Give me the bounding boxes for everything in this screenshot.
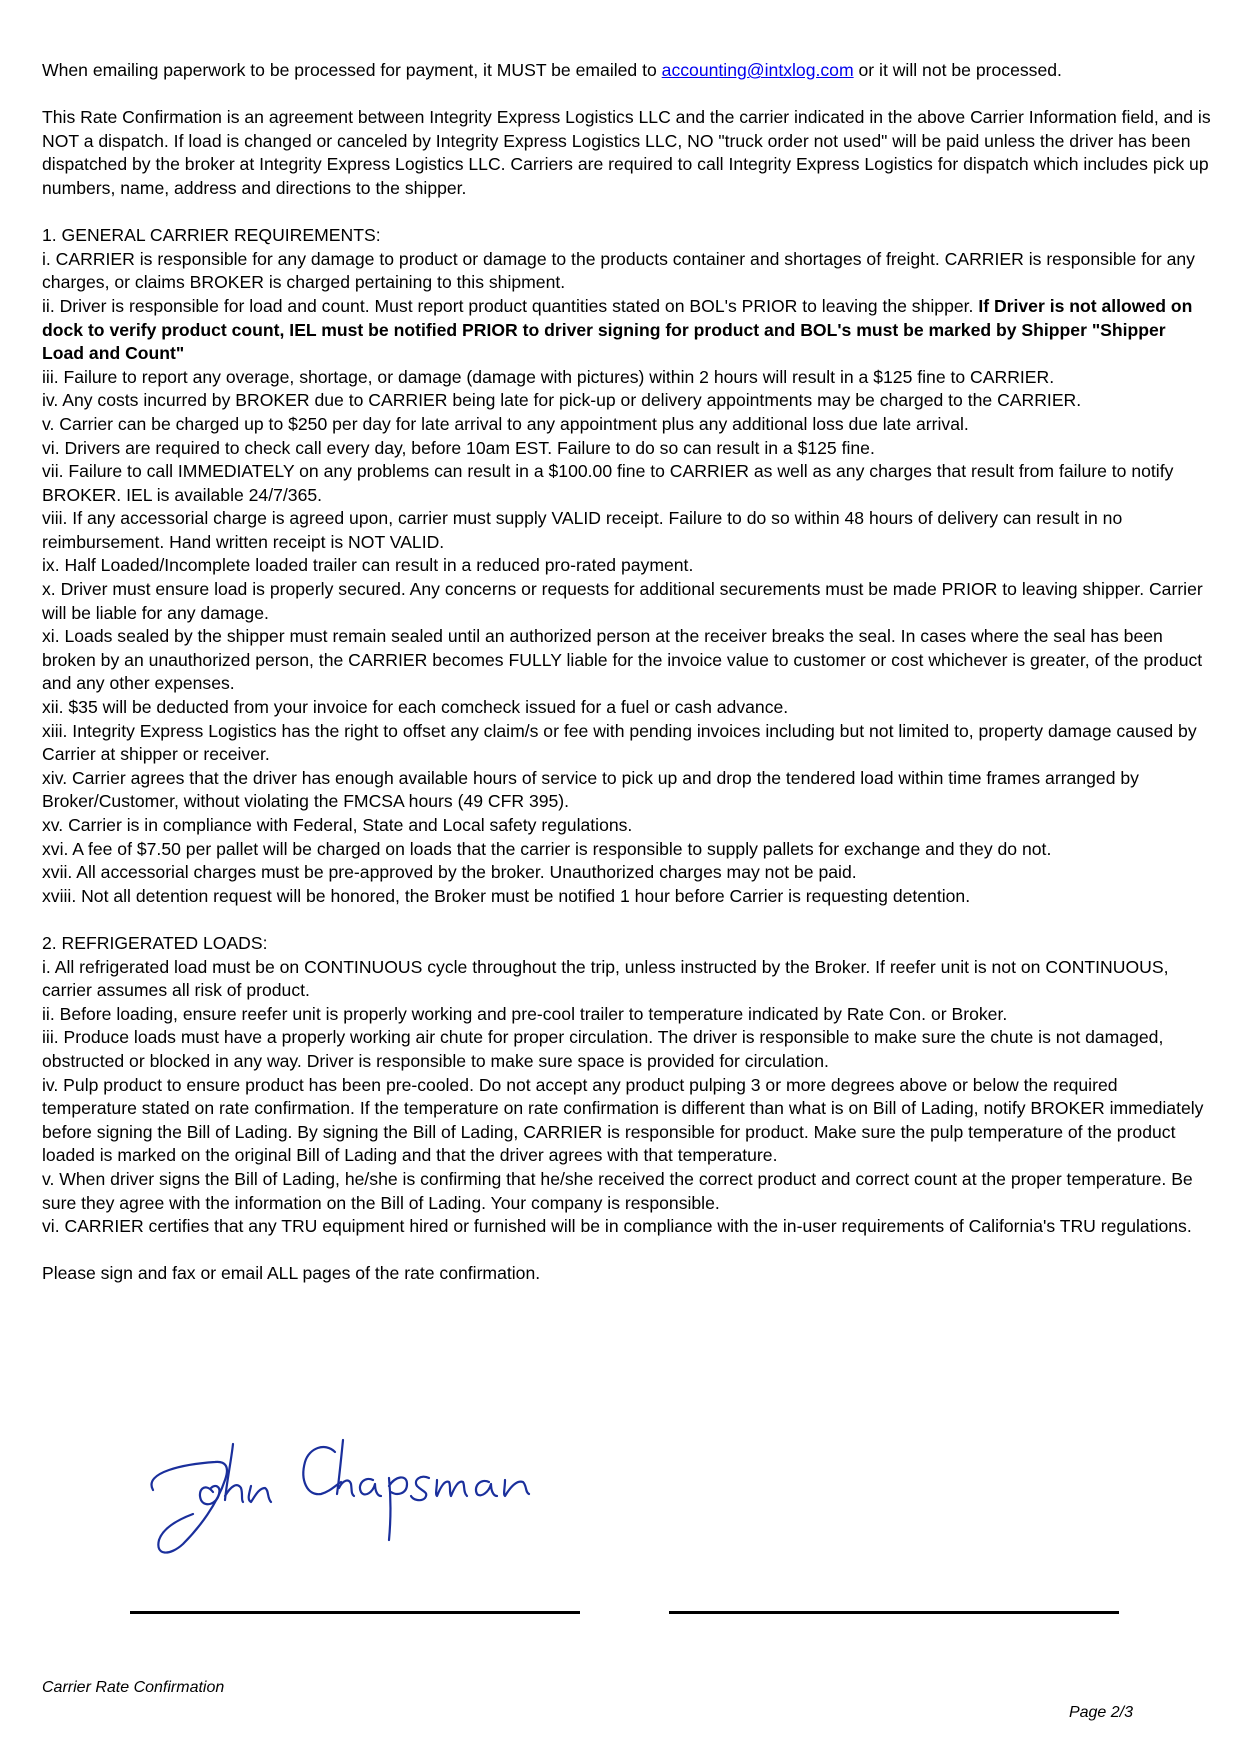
terms-body [42,59,1212,1286]
footer-title: Carrier Rate Confirmation [42,1679,225,1696]
page-number: Page 2/3 [1068,1704,1133,1721]
list-item: i. CARRIER is responsible for any damage to product or damage to the products container and shortages of freight. CARRIER is responsible for any charges, or claims BROKER is charged pertaining to this shipment. [42,248,1195,293]
list-item: ii. Before loading, ensure reefer unit is properly working and pre-cool trailer to temperature indicated by Rate Con. or Broker. [42,1003,1008,1024]
list-item: ii. Driver is responsible for load and count. Must report product quantities stated on BOL's PRIOR to leaving the shipper. If Driver is not allowed on dock to verify product count, IEL must be notified PRIOR to driver signing for product and BOL's must be marked by Shipper "Shipper Load and Count" [42,295,1193,364]
handwritten-signature [145,1432,575,1562]
list-item: viii. If any accessorial charge is agreed upon, carrier must supply VALID receipt. Failure to do so within 48 hours of delivery can result in no reimbursement. Hand written receipt is NOT VALID. [42,508,1123,552]
list-item: iii. Produce loads must have a properly working air chute for proper circulation. The driver is responsible to make sure the chute is not damaged, obstructed or blocked in any way. Driver is responsible to make sure space is provided for circulation. [42,1027,1164,1071]
agreement-paragraph: This Rate Confirmation is an agreement between Integrity Express Logistics LLC and the carrier indicated in the above Carrier Information field, and is NOT a dispatch. If load is changed or canceled by Integrity Express Logistics LLC, NO "truck order not used" will be paid unless the driver has been dispatched by the broker at Integrity Express Logistics LLC. Carriers are required to call Integrity Express Logistics for dispatch which includes pick up numbers, name, address and directions to the shipper. [42,107,1211,198]
list-item: xi. Loads sealed by the shipper must remain sealed until an authorized person at the receiver breaks the seal. In cases where the seal has been broken by an unauthorized person, the CARRIER becomes FULLY liable for the invoice value to customer or cost whichever is greater, of the product and any other expenses. [42,626,1203,694]
email-instruction: When emailing paperwork to be processed for payment, it MUST be emailed to accounting@intxlog.com or it will not be processed. [42,60,1062,80]
refrigerated-loads-list [42,956,1212,1239]
list-item: xiv. Carrier agrees that the driver has enough available hours of service to pick up and drop the tendered load within time frames arranged by Broker/Customer, without violating the FMCSA hours (49 CFR 395). [42,767,1139,812]
list-item: x. Driver must ensure load is properly secured. Any concerns or requests for additional securements must be made PRIOR to leaving shipper. Carrier will be liable for any damage. [42,579,1203,623]
list-item: i. All refrigerated load must be on CONTINUOUS cycle throughout the trip, unless instructed by the Broker. If reefer unit is not on CONTINUOUS, carrier assumes all risk of product. [42,956,1169,1001]
list-item: xvi. A fee of $7.50 per pallet will be charged on loads that the carrier is responsible to supply pallets for exchange and they do not. [42,838,1052,859]
list-item: xvii. All accessorial charges must be pre-approved by the broker. Unauthorized charges may not be paid. [42,862,857,883]
signature-line-left [130,1611,580,1614]
section-heading-refrigerated: 2. REFRIGERATED LOADS: [42,932,268,953]
closing-instruction: Please sign and fax or email ALL pages of the rate confirmation. [42,1263,541,1284]
bold-notice: If Driver is not allowed on dock to verify product count, IEL must be notified PRIOR to driver signing for product and BOL's must be marked by Shipper "Shipper Load and Count" [42,295,1193,364]
list-item: iii. Failure to report any overage, shortage, or damage (damage with pictures) within 2 hours will result in a $125 fine to CARRIER. [42,366,1055,387]
list-item: vi. Drivers are required to check call every day, before 10am EST. Failure to do so can result in a $125 fine. [42,437,875,458]
list-item: v. Carrier can be charged up to $250 per day for late arrival to any appointment plus any additional loss due late arrival. [42,413,969,434]
general-requirements-list [42,366,1212,909]
list-item: vi. CARRIER certifies that any TRU equipment hired or furnished will be in compliance with the in-user requirements of California's TRU regulations. [42,1216,1192,1237]
list-item: xv. Carrier is in compliance with Federal, State and Local safety regulations. [42,815,633,835]
list-item: v. When driver signs the Bill of Lading, he/she is confirming that he/she received the correct product and correct count at the proper temperature. Be sure they agree with the information on the Bill of Lading. Your company is responsible. [42,1168,1193,1213]
list-item: xiii. Integrity Express Logistics has the right to offset any claim/s or fee with pending invoices including but not limited to, property damage caused by Carrier at shipper or receiver. [42,720,1197,765]
section-heading-general: 1. GENERAL CARRIER REQUIREMENTS: [42,225,381,246]
list-item: iv. Any costs incurred by BROKER due to CARRIER being late for pick-up or delivery appointments may be charged to the CARRIER. [42,390,1082,411]
list-item: xviii. Not all detention request will be honored, the Broker must be notified 1 hour before Carrier is requesting detention. [42,885,971,906]
list-item: ix. Half Loaded/Incomplete loaded trailer can result in a reduced pro-rated payment. [42,555,694,576]
list-item: xii. $35 will be deducted from your invoice for each comcheck issued for a fuel or cash advance. [42,697,789,718]
accounting-email-link[interactable]: accounting@intxlog.com [661,60,854,80]
list-item: iv. Pulp product to ensure product has been pre-cooled. Do not accept any product pulping 3 or more degrees above or below the required temperature stated on rate confirmation. If the temperature on rate confirmation is different than what is on Bill of Lading, notify BROKER immediately before signing the Bill of Lading. By signing the Bill of Lading, CARRIER is responsible for product. Make sure the pulp temperature of the product loaded is marked on the original Bill of Lading and that the driver agrees with that temperature. [42,1074,1204,1166]
list-item: vii. Failure to call IMMEDIATELY on any problems can result in a $100.00 fine to CARRIER as well as any charges that result from failure to notify BROKER. IEL is available 24/7/365. [42,461,1174,505]
signature-line-right [669,1611,1119,1614]
